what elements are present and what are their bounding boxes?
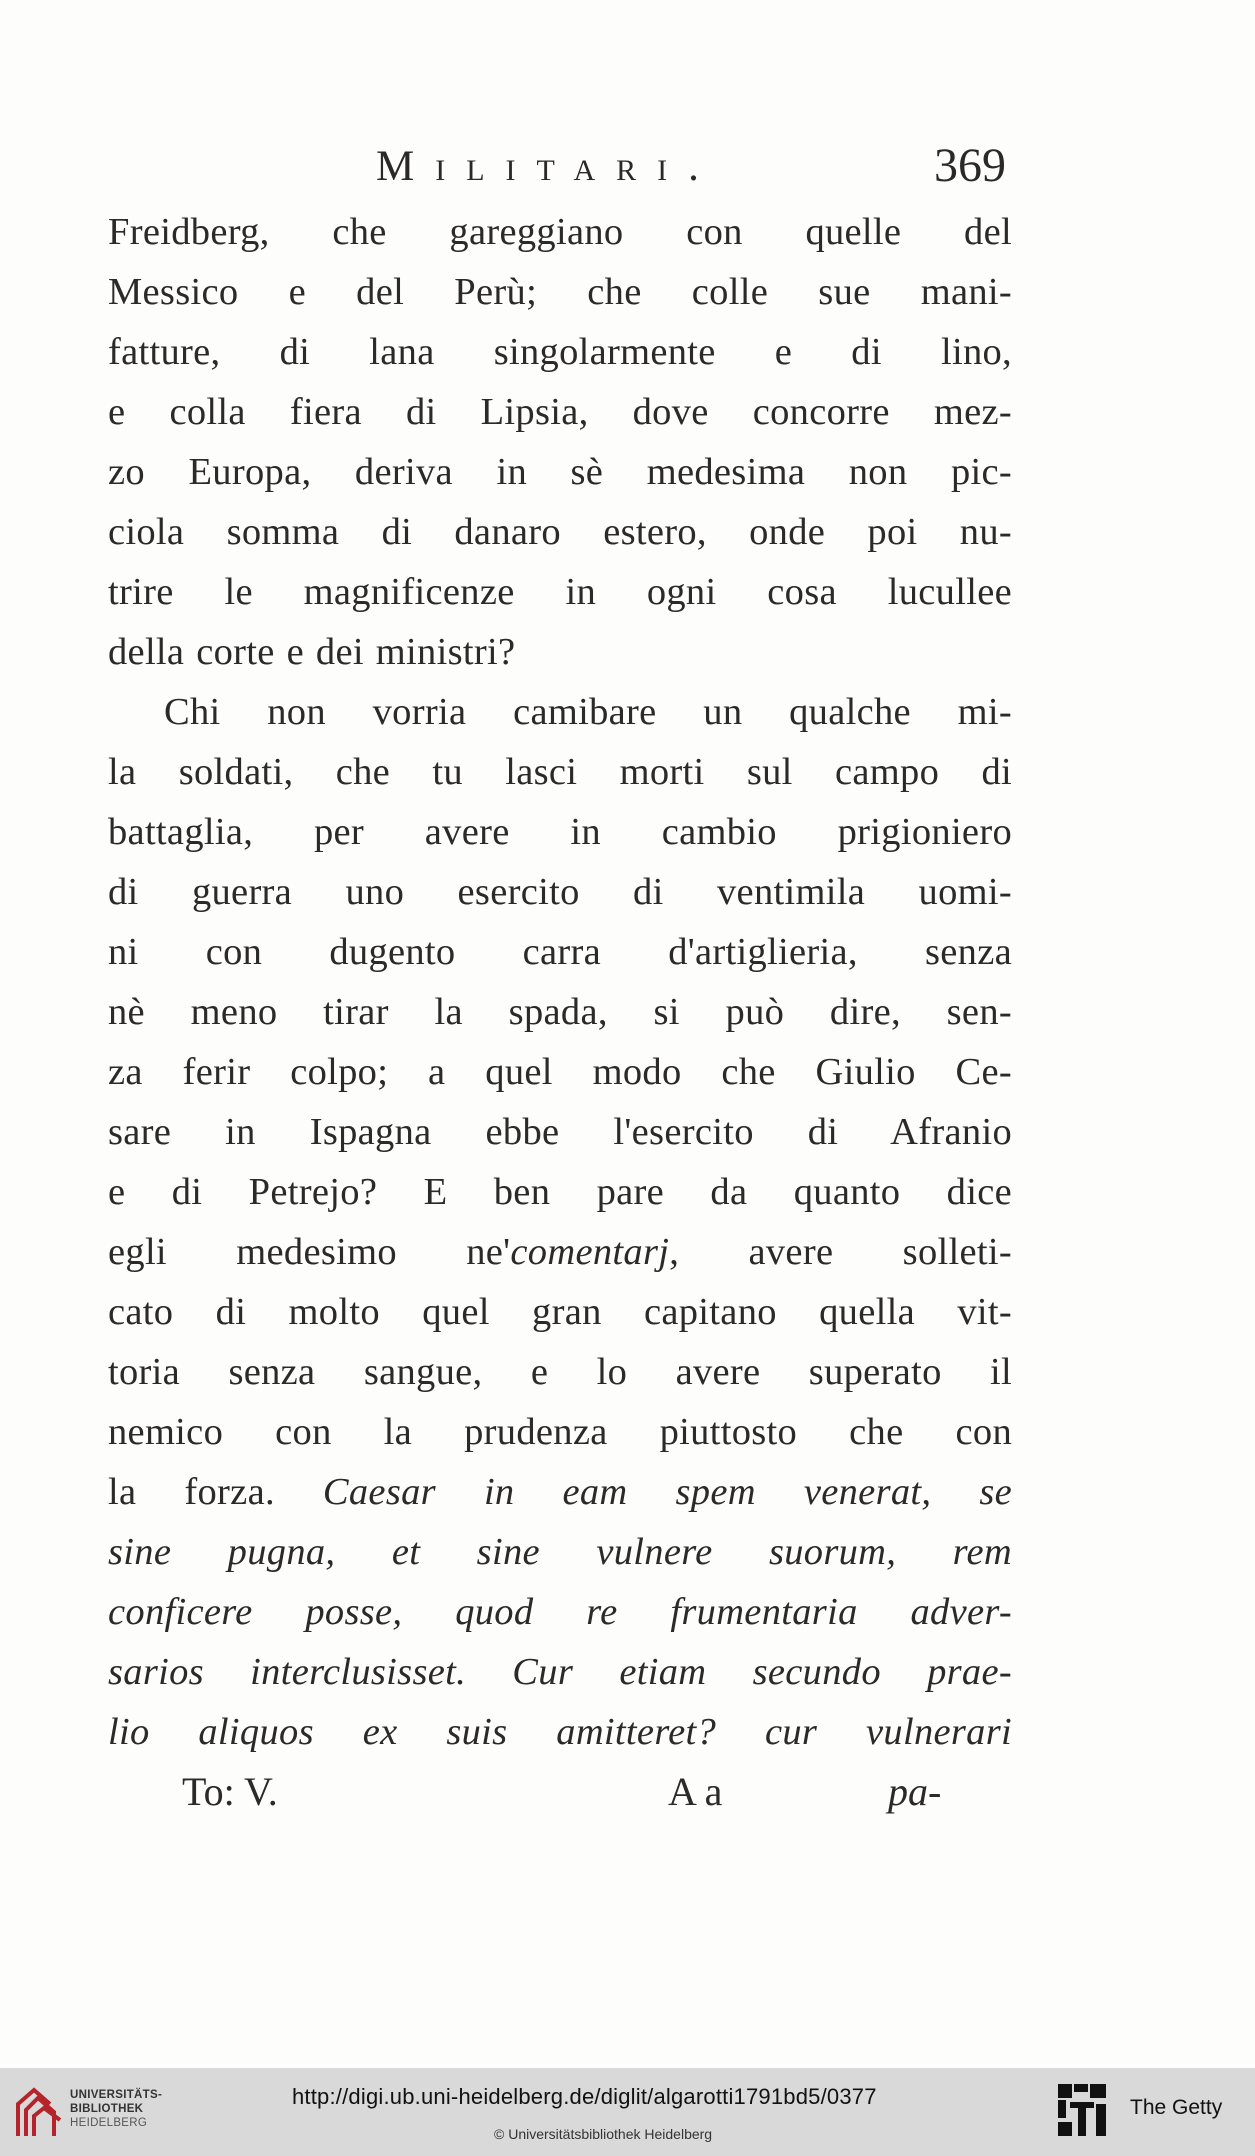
text-line: egli medesimo ne'comentarj, avere solleti- — [108, 1231, 1012, 1273]
catchword: pa- — [888, 1769, 942, 1814]
running-title: Militari. — [376, 143, 720, 190]
page-number: 369 — [934, 139, 1006, 192]
text-line — [108, 1642, 1012, 1702]
text-line: sare in Ispagna ebbe l'esercito di Afranio — [108, 1111, 1012, 1153]
text-line — [108, 1582, 1012, 1642]
text-line: nemico con la prudenza piuttosto che con — [108, 1411, 1012, 1453]
text-line: nè meno tirar la spada, si può dire, sen- — [108, 991, 1012, 1033]
viewer-footer — [0, 2068, 1255, 2156]
body-text — [108, 202, 1012, 1762]
latin-quote: conficere posse, quod re frumentaria adver- — [108, 1591, 1012, 1633]
permalink-url[interactable]: http://digi.ub.uni-heidelberg.de/diglit/algarotti1791bd5/0377 — [292, 2084, 877, 2109]
text-line: toria senza sangue, e lo avere superato il — [108, 1351, 1012, 1393]
latin-quote: Cur etiam secundo prae- — [512, 1651, 1012, 1693]
gathering-signature: A a — [668, 1769, 723, 1814]
italic-term: comentarj — [510, 1231, 670, 1273]
latin-quote: lio aliquos ex suis amitteret? cur vulnerari — [108, 1711, 1012, 1753]
text-line: ni con dugento carra d'artiglieria, senza — [108, 931, 1012, 973]
text-line: e colla fiera di Lipsia, dove concorre mez- — [108, 391, 1012, 433]
university-name: UNIVERSITÄTS- BIBLIOTHEK HEIDELBERG — [70, 2089, 163, 2129]
latin-quote: Caesar in eam spem venerat, se — [322, 1471, 1012, 1513]
text-line: ciola somma di danaro estero, onde poi nu- — [108, 511, 1012, 553]
text-line — [108, 1522, 1012, 1582]
text-line — [108, 1702, 1012, 1762]
latin-quote: sarios interclusisset. — [108, 1651, 467, 1693]
text-line: Freidberg, che gareggiano con quelle del — [108, 211, 1012, 253]
text-line: la soldati, che tu lasci morti sul campo di — [108, 751, 1012, 793]
text-line: e di Petrejo? E ben pare da quanto dice — [108, 1171, 1012, 1213]
partner-name: The Getty — [1130, 2096, 1223, 2119]
signature-line — [0, 1768, 1255, 1828]
text-line: za ferir colpo; a quel modo che Giulio Ce- — [108, 1051, 1012, 1093]
text-line: fatture, di lana singolarmente e di lino, — [108, 331, 1012, 373]
text-line: battaglia, per avere in cambio prigioniero — [108, 811, 1012, 853]
running-head — [0, 139, 1255, 202]
text-line: di guerra uno esercito di ventimila uomi- — [108, 871, 1012, 913]
volume-signature: To: V. — [182, 1769, 278, 1814]
text-line: zo Europa, deriva in sè medesima non pic- — [108, 451, 1012, 493]
text-line: della corte e dei ministri? — [108, 631, 516, 673]
text-line: cato di molto quel gran capitano quella vit- — [108, 1291, 1012, 1333]
university-logo-icon — [14, 2086, 64, 2140]
copyright-notice: © Universitätsbibliothek Heidelberg — [494, 2126, 713, 2142]
latin-quote: sine pugna, et sine vulnere suorum, rem — [108, 1531, 1012, 1573]
text-line: Chi non vorria camibare un qualche mi- — [164, 691, 1012, 733]
text-line: Messico e del Perù; che colle sue mani- — [108, 271, 1012, 313]
text-line: trire le magnificenze in ogni cosa lucullee — [108, 571, 1012, 613]
text-line: la forza. Caesar in eam spem venerat, se — [108, 1471, 1012, 1513]
getty-logo-icon — [1056, 2082, 1108, 2138]
